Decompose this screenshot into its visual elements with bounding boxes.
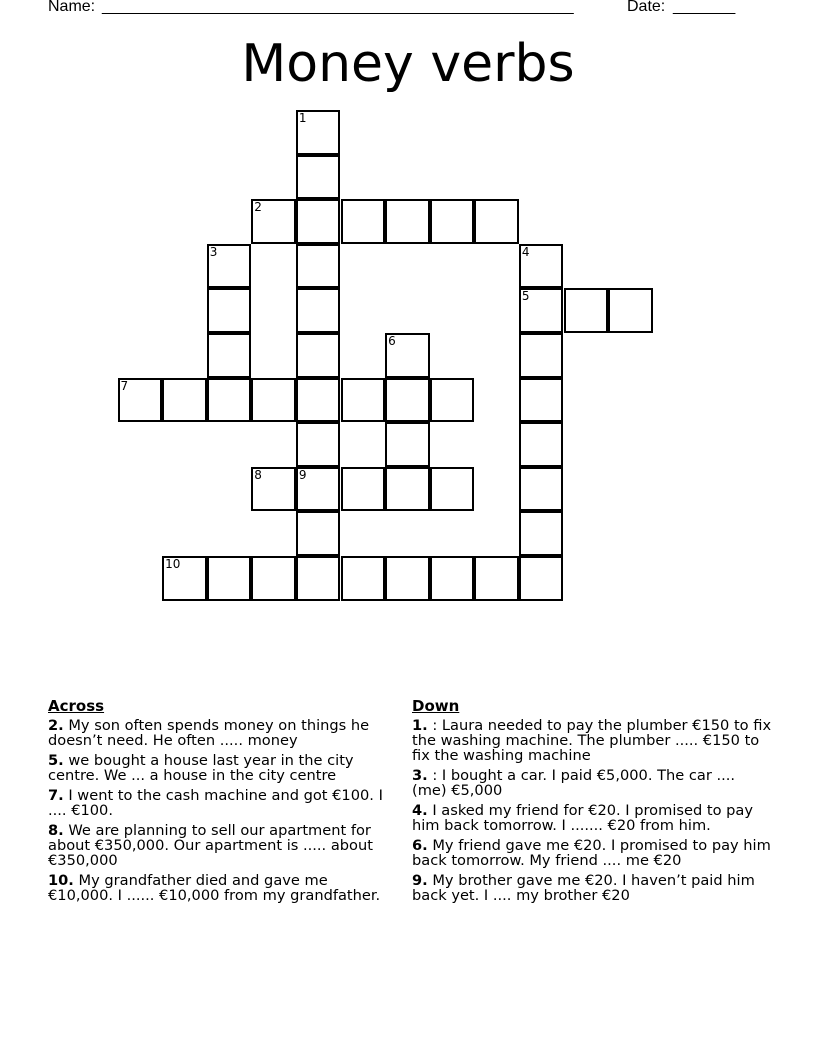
crossword-cell[interactable] [162, 378, 207, 423]
clue-number: 1. [412, 717, 428, 734]
crossword-cell[interactable] [341, 378, 386, 423]
crossword-cell[interactable] [296, 333, 341, 378]
crossword-cell[interactable] [519, 422, 564, 467]
clue-number: 2. [48, 717, 64, 734]
cell-number: 9 [298, 467, 307, 482]
clue-text: : I bought a car. I paid €5,000. The car .... (me) €5,000 [412, 767, 736, 799]
clue-text: I went to the cash machine and got €100. I .... €100. [48, 787, 383, 819]
crossword-cell[interactable] [296, 467, 341, 512]
crossword-cell[interactable] [207, 288, 252, 333]
clue-number: 4. [412, 802, 428, 819]
cell-number: 2 [254, 200, 262, 215]
crossword-cell[interactable] [385, 422, 430, 467]
crossword-cell[interactable] [385, 467, 430, 512]
name-field[interactable]: _____________________________________________________ [102, 0, 574, 15]
clue-text: we bought a house last year in the city centre. We ... a house in the city centre [48, 752, 354, 784]
crossword-cell[interactable] [519, 333, 564, 378]
crossword-cell[interactable] [430, 467, 475, 512]
clue-down-6 [412, 838, 772, 868]
down-clues [412, 699, 772, 908]
crossword-cell[interactable] [296, 378, 341, 423]
crossword-cell[interactable] [296, 511, 341, 556]
crossword-cell[interactable] [385, 378, 430, 423]
clue-down-3 [412, 768, 772, 798]
clue-down-9 [412, 873, 772, 903]
crossword-cell[interactable] [474, 556, 519, 601]
clue-text: My grandfather died and gave me €10,000. I ...... €10,000 from my grandfather. [48, 872, 381, 904]
crossword-cell[interactable] [385, 333, 430, 378]
crossword-cell[interactable] [430, 199, 475, 244]
name-label: Name: [48, 0, 96, 15]
cell-number: 7 [120, 378, 129, 393]
cell-number: 10 [165, 557, 181, 571]
clue-across-5 [48, 753, 388, 783]
crossword-cell[interactable] [207, 556, 252, 601]
clue-number: 3. [412, 767, 428, 784]
date-label: Date: [627, 0, 666, 15]
date-field[interactable]: _______ [673, 0, 736, 15]
crossword-cell[interactable] [207, 378, 252, 423]
crossword-cell[interactable] [296, 199, 341, 244]
clue-down-4 [412, 803, 772, 833]
down-heading: Down [412, 697, 460, 715]
cell-number: 6 [388, 334, 396, 348]
crossword-cell[interactable] [207, 244, 252, 289]
across-clues [48, 699, 388, 908]
crossword-cell[interactable] [385, 199, 430, 244]
crossword-cell[interactable] [385, 556, 430, 601]
clue-across-7 [48, 788, 388, 818]
cell-number: 8 [254, 467, 262, 482]
across-heading: Across [48, 697, 105, 715]
crossword-cell[interactable] [608, 288, 653, 333]
crossword-cell[interactable] [296, 556, 341, 601]
clue-text: We are planning to sell our apartment for about €350,000. Our apartment is ..... about €350,000 [48, 822, 373, 869]
cell-number: 4 [521, 244, 530, 259]
crossword-cell[interactable] [251, 556, 296, 601]
crossword-cell[interactable] [207, 333, 252, 378]
clue-number: 10. [48, 872, 74, 889]
crossword-cell[interactable] [519, 511, 564, 556]
crossword-cell[interactable] [296, 155, 341, 200]
crossword-cell[interactable] [251, 378, 296, 423]
clue-across-2 [48, 718, 388, 748]
page-title: Money verbs [241, 34, 575, 94]
clue-number: 5. [48, 752, 64, 769]
crossword-cell[interactable] [341, 467, 386, 512]
crossword-cell[interactable] [519, 556, 564, 601]
crossword-cell[interactable] [430, 556, 475, 601]
crossword-cell[interactable] [519, 467, 564, 512]
cell-number: 3 [209, 244, 218, 259]
crossword-cell[interactable] [341, 556, 386, 601]
crossword-cell[interactable] [564, 288, 609, 333]
clue-text: My friend gave me €20. I promised to pay him back tomorrow. My friend .... me €20 [412, 837, 771, 869]
crossword-cell[interactable] [296, 244, 341, 289]
clue-text: : Laura needed to pay the plumber €150 to fix the washing machine. The plumber ..... €150 to fix the washing machine [412, 717, 772, 764]
clue-number: 9. [412, 872, 428, 889]
clue-number: 6. [412, 837, 428, 854]
crossword-cell[interactable] [430, 378, 475, 423]
clue-number: 8. [48, 822, 64, 839]
crossword-cell[interactable] [296, 422, 341, 467]
crossword-cell[interactable] [251, 199, 296, 244]
clue-across-8 [48, 823, 388, 868]
crossword-cell[interactable] [296, 110, 341, 155]
clue-across-10 [48, 873, 388, 903]
clue-text: My son often spends money on things he doesn’t need. He often ..... money [48, 717, 370, 749]
clue-text: My brother gave me €20. I haven’t paid him back yet. I .... my brother €20 [412, 872, 755, 904]
crossword-cell[interactable] [296, 288, 341, 333]
clue-number: 7. [48, 787, 64, 804]
cell-number: 5 [521, 289, 530, 304]
crossword-cell[interactable] [519, 244, 564, 289]
crossword-cell[interactable] [118, 378, 163, 423]
crossword-cell[interactable] [251, 467, 296, 512]
clue-text: I asked my friend for €20. I promised to pay him back tomorrow. I ....... €20 from him. [412, 802, 753, 834]
crossword-cell[interactable] [519, 378, 564, 423]
crossword-cell[interactable] [519, 288, 564, 333]
clue-down-1 [412, 718, 772, 763]
crossword-cell[interactable] [474, 199, 519, 244]
crossword-cell[interactable] [341, 199, 386, 244]
cell-number: 1 [298, 111, 307, 125]
crossword-cell[interactable] [162, 556, 207, 601]
